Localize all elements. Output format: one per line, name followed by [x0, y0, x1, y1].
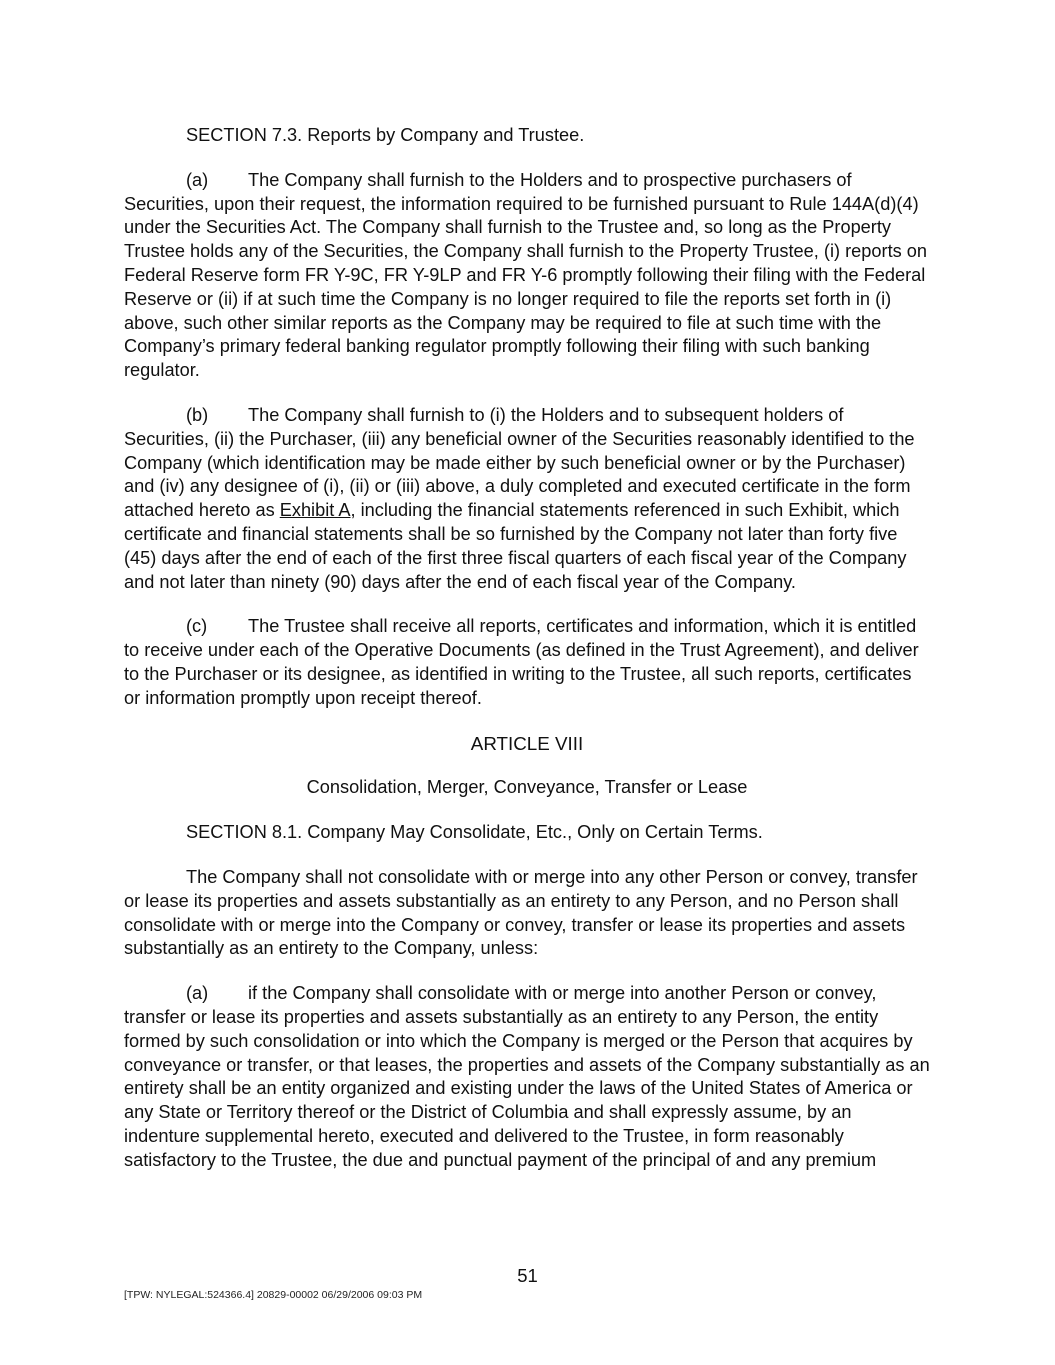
- paragraph-text: The Company shall furnish to (i) the Holders and to subsequent holders of Securities, (ii) the Purchaser, (iii) any beneficial owner of the Securities reasonably identified to the Company (which identification may be made either by such beneficial owner or by the Purchaser) and (iv) any designee of (i), (ii) or (iii) above, a duly completed and executed certificate in the form attached hereto as: [124, 404, 915, 521]
- paragraph-label: (c): [186, 616, 208, 637]
- paragraph-label: (a): [186, 169, 209, 190]
- page-number: 51: [517, 1265, 538, 1286]
- section-7-3-paragraph-a: [124, 169, 930, 383]
- document-footer: [TPW: NYLEGAL:524366.4] 20829-00002 06/29/2006 09:03 PM: [124, 1289, 423, 1301]
- paragraph-label: (b): [186, 404, 209, 425]
- section-8-1-heading: SECTION 8.1. Company May Consolidate, Etc., Only on Certain Terms.: [186, 822, 763, 843]
- section-8-1-intro: The Company shall not consolidate with or merge into any other Person or convey, transfer or lease its properties and assets substantially as an entirety to any Person, and no Person shall consolidate with or merge into the Company or convey, transfer or lease its properties and assets substantially as an entirety to the Company, unless:: [124, 866, 918, 959]
- document-page: [124, 124, 930, 1193]
- paragraph-label: (a): [186, 983, 209, 1004]
- section-7-3-heading: SECTION 7.3. Reports by Company and Trustee.: [186, 125, 585, 145]
- section-8-1-paragraph-a: [124, 982, 930, 1172]
- paragraph-text: The Company shall furnish to the Holders and to prospective purchasers of Securities, upon their request, the information required to be furnished pursuant to Rule 144A(d)(4) under the Securities Act. The Company shall furnish to the Trustee and, so long as the Property Trustee holds any of the Securities, the Company shall furnish to the Property Trustee, (i) reports on Federal Reserve form FR Y-9C, FR Y-9LP and FR Y-6 promptly following their filing with the Federal Reserve or (ii) if at such time the Company is no longer required to file the reports set forth in (i) above, such other similar reports as the Company may be required to file at such time with the Company’s primary federal banking regulator promptly following their filing with such banking regulator.: [124, 169, 927, 381]
- paragraph-text: if the Company shall consolidate with or merge into another Person or convey, transfer or lease its properties and assets substantially as an entirety to any Person, the entity formed by such consolidation or into which the Company is merged or the Person that acquires by conveyance or transfer, or that leases, the properties and assets of the Company substantially as an entirety shall be an entity organized and existing under the laws of the United States of America or any State or Territory thereof or the District of Columbia and shall expressly assume, by an indenture supplemental hereto, executed and delivered to the Trustee, in form reasonably satisfactory to the Trustee, the due and punctual payment of the principal of and any premium: [124, 983, 930, 1170]
- paragraph-text-continued: , including the financial statements referenced in such Exhibit, which certificate and financial statements shall be so furnished by the Company not later than forty five (45) days after the end of each of the first three fiscal quarters of each fiscal year of the Company and not later than ninety (90) days after the end of each fiscal year of the Company.: [124, 500, 907, 592]
- section-7-3-paragraph-c: [124, 615, 930, 710]
- article-title: ARTICLE VIII: [470, 732, 584, 754]
- exhibit-a-reference: Exhibit A: [279, 500, 351, 521]
- paragraph-text: The Trustee shall receive all reports, certificates and information, which it is entitled to receive under each of the Operative Documents (as defined in the Trust Agreement), and deliver to the Purchaser or its designee, as identified in writing to the Trustee, all such reports, certificates or information promptly upon receipt thereof.: [124, 616, 919, 708]
- section-7-3-paragraph-b: [124, 404, 930, 594]
- article-subtitle: Consolidation, Merger, Conveyance, Transfer or Lease: [306, 777, 748, 798]
